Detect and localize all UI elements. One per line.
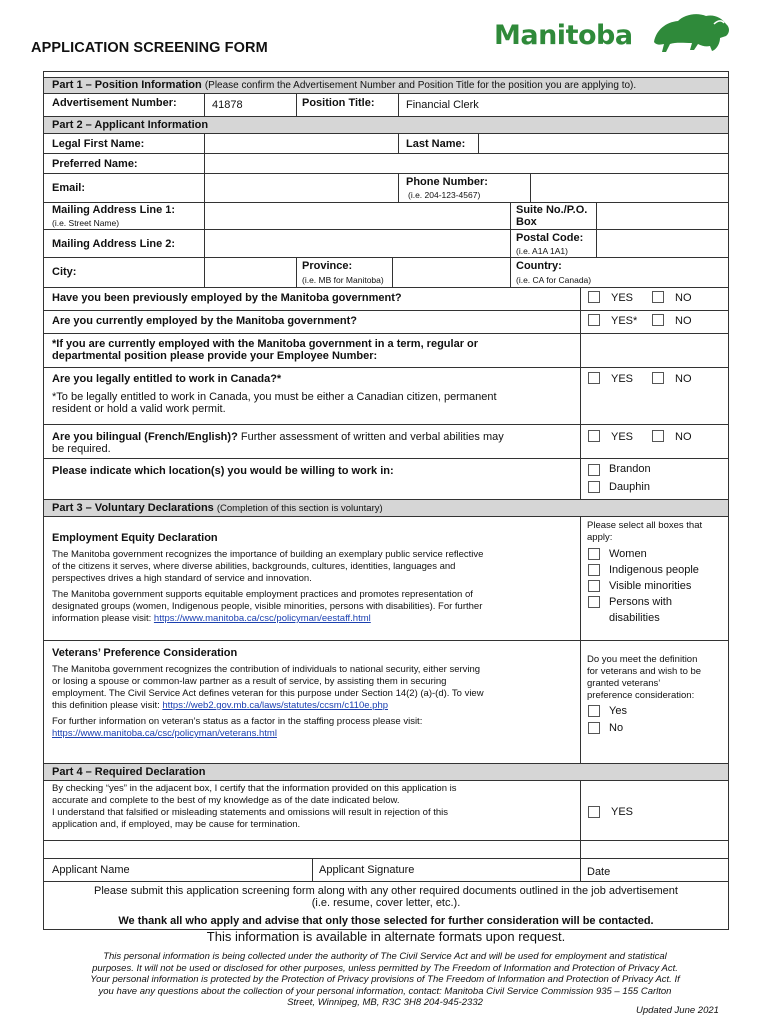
mailing-address-2-label: Mailing Address Line 2: bbox=[52, 238, 176, 250]
prev-employed-no-label: NO bbox=[675, 292, 692, 304]
phone-hint: (i.e. 204-123-4567) bbox=[408, 190, 481, 200]
declaration-yes-checkbox[interactable] bbox=[588, 806, 600, 818]
statute-link[interactable]: https://web2.gov.mb.ca/laws/statutes/ccsm/c110e.php bbox=[162, 700, 389, 711]
preferred-name-label: Preferred Name: bbox=[52, 158, 138, 170]
applicant-signature-label: Applicant Signature bbox=[319, 864, 415, 876]
part2-heading: Part 2 – Applicant Information bbox=[52, 119, 209, 131]
legal-first-name-label: Legal First Name: bbox=[52, 138, 145, 150]
veteran-yes-label: Yes bbox=[609, 705, 627, 717]
veteran-no-label: No bbox=[609, 722, 624, 734]
phone-number-field[interactable] bbox=[531, 174, 727, 201]
entitled-no-label: NO bbox=[675, 373, 692, 385]
prev-employed-yes-label: YES bbox=[611, 292, 634, 304]
employment-equity-paragraph-1: The Manitoba government recognizes the importance of building an exemplary public service reflective of the citizens it serves, where diverse abilities, backgrounds, cultures, identities, languages and perspectives drives a high standard of service and innovation. bbox=[52, 549, 484, 584]
disabilities-label: Persons with bbox=[609, 596, 672, 608]
entitled-yes-label: YES bbox=[611, 373, 634, 385]
curr-employed-yes-checkbox[interactable] bbox=[588, 314, 600, 326]
prev-employed-yes-checkbox[interactable] bbox=[588, 291, 600, 303]
submit-instructions: Please submit this application screening form along with any other required documents outlined in the job advertisement bbox=[94, 885, 678, 897]
email-field[interactable] bbox=[205, 174, 397, 201]
veterans-link[interactable]: https://www.manitoba.ca/csc/policyman/veterans.html bbox=[52, 728, 277, 739]
veterans-paragraph-2: For further information on veteran’s status as a factor in the staffing process please visit: https://www.manitoba.ca/csc/policyman/veterans.html bbox=[52, 716, 423, 739]
declaration-yes-label: YES bbox=[611, 806, 634, 818]
postal-code-label: Postal Code: bbox=[516, 232, 584, 244]
ad-number-value[interactable]: 41878 bbox=[212, 99, 243, 111]
veteran-no-checkbox[interactable] bbox=[588, 722, 600, 734]
location-brandon-checkbox[interactable] bbox=[588, 464, 600, 476]
country-label: Country: bbox=[516, 260, 562, 272]
entitled-note-1: *To be legally entitled to work in Canada, you must be either a Canadian citizen, permanent bbox=[52, 391, 497, 403]
preferred-name-field[interactable] bbox=[205, 154, 727, 172]
indigenous-label: Indigenous people bbox=[609, 564, 699, 576]
q-bilingual: Are you bilingual (French/English)? Further assessment of written and verbal abilities may bbox=[52, 431, 504, 443]
q-currently-employed: Are you currently employed by the Manitoba government? bbox=[52, 315, 357, 327]
bilingual-yes-label: YES bbox=[611, 431, 634, 443]
manitoba-logo bbox=[494, 12, 734, 58]
date-field[interactable] bbox=[581, 841, 727, 857]
veterans-question: Do you meet the definition for veterans and wish to be granted veterans’ preference consideration: bbox=[587, 654, 702, 701]
employee-number-note-2: departmental position please provide your Employee Number: bbox=[52, 350, 378, 362]
entitled-no-checkbox[interactable] bbox=[652, 372, 664, 384]
women-checkbox[interactable] bbox=[588, 548, 600, 560]
last-name-label: Last Name: bbox=[406, 138, 466, 150]
veterans-title: Veterans’ Preference Consideration bbox=[52, 647, 238, 659]
visible-minorities-checkbox[interactable] bbox=[588, 580, 600, 592]
position-title-label: Position Title: bbox=[302, 97, 375, 109]
postal-code-hint: (i.e. A1A 1A1) bbox=[516, 246, 568, 256]
province-hint: (i.e. MB for Manitoba) bbox=[302, 275, 384, 285]
declaration-text: By checking “yes” in the adjacent box, I certify that the information provided on this application is accurate and complete to the best of my knowledge as of the date indicated below. I understand that falsified or misleading statements and omissions will result in rejection of this application and, if employed, may be cause for termination. bbox=[52, 783, 457, 830]
employment-equity-paragraph-2: The Manitoba government supports equitable employment practices and promotes representation of designated groups (women, Indigenous people, visible minorities, persons with disabilities). For further information please visit: https://www.manitoba.ca/csc/policyman/eestaff.html bbox=[52, 589, 483, 624]
eestaff-link[interactable]: https://www.manitoba.ca/csc/policyman/eestaff.html bbox=[153, 613, 371, 624]
mailing-address-1-field[interactable] bbox=[205, 203, 509, 228]
mailing-address-2-field[interactable] bbox=[205, 230, 509, 256]
bison-icon bbox=[650, 12, 732, 56]
veteran-yes-checkbox[interactable] bbox=[588, 705, 600, 717]
city-field[interactable] bbox=[205, 258, 295, 286]
ad-number-label: Advertisement Number: bbox=[52, 97, 177, 109]
province-field[interactable] bbox=[393, 258, 509, 286]
select-all-note: Please select all boxes that apply: bbox=[587, 520, 703, 543]
location-dauphin-label: Dauphin bbox=[609, 481, 650, 493]
suite-label-line2: Box bbox=[516, 216, 537, 228]
applicant-signature-field[interactable] bbox=[313, 841, 579, 857]
women-label: Women bbox=[609, 548, 647, 560]
disabilities-checkbox[interactable] bbox=[588, 596, 600, 608]
country-hint: (i.e. CA for Canada) bbox=[516, 275, 592, 285]
logo-wordmark: Manitoba bbox=[494, 20, 633, 51]
suite-label: Suite No./P.O. bbox=[516, 204, 588, 216]
email-label: Email: bbox=[52, 182, 86, 194]
submit-instructions-line2: (i.e. resume, cover letter, etc.). bbox=[311, 897, 461, 909]
q-legally-entitled: Are you legally entitled to work in Canada?* bbox=[52, 373, 282, 385]
visible-minorities-label: Visible minorities bbox=[609, 580, 692, 592]
q-previously-employed: Have you been previously employed by the Manitoba government? bbox=[52, 292, 402, 304]
disabilities-label-line2: disabilities bbox=[609, 612, 660, 624]
entitled-note-2: resident or hold a valid work permit. bbox=[52, 403, 226, 415]
bilingual-no-label: NO bbox=[675, 431, 692, 443]
part3-heading: Part 3 – Voluntary Declarations (Completion of this section is voluntary) bbox=[52, 502, 383, 514]
entitled-yes-checkbox[interactable] bbox=[588, 372, 600, 384]
legal-first-name-field[interactable] bbox=[205, 134, 397, 152]
q-bilingual-line2: be required. bbox=[52, 443, 111, 455]
updated-date: Updated June 2021 bbox=[636, 1005, 719, 1016]
indigenous-checkbox[interactable] bbox=[588, 564, 600, 576]
phone-number-label: Phone Number: bbox=[406, 176, 488, 188]
province-label: Province: bbox=[302, 260, 353, 272]
last-name-field[interactable] bbox=[479, 134, 727, 152]
q-locations: Please indicate which location(s) you would be willing to work in: bbox=[52, 465, 394, 477]
part1-heading: Part 1 – Position Information (Please confirm the Advertisement Number and Position Title for the position you are applying to). bbox=[52, 79, 637, 91]
employee-number-field[interactable] bbox=[581, 334, 727, 366]
part4-heading: Part 4 – Required Declaration bbox=[52, 766, 206, 778]
employment-equity-title: Employment Equity Declaration bbox=[52, 532, 218, 544]
curr-employed-yes-label: YES* bbox=[611, 315, 638, 327]
location-dauphin-checkbox[interactable] bbox=[588, 481, 600, 493]
position-title-value[interactable]: Financial Clerk bbox=[406, 99, 479, 111]
bilingual-no-checkbox[interactable] bbox=[652, 430, 664, 442]
bilingual-yes-checkbox[interactable] bbox=[588, 430, 600, 442]
applicant-name-label: Applicant Name bbox=[52, 864, 130, 876]
mailing-address-1-label: Mailing Address Line 1: bbox=[52, 204, 176, 216]
curr-employed-no-checkbox[interactable] bbox=[652, 314, 664, 326]
mailing-address-1-hint: (i.e. Street Name) bbox=[52, 218, 120, 228]
applicant-name-field[interactable] bbox=[45, 841, 311, 857]
curr-employed-no-label: NO bbox=[675, 315, 692, 327]
city-label: City: bbox=[52, 266, 77, 278]
postal-code-field[interactable] bbox=[597, 230, 727, 256]
thank-you-note: We thank all who apply and advise that only those selected for further consideration will be contacted. bbox=[118, 915, 654, 927]
employee-number-note-1: *If you are currently employed with the Manitoba government in a term, regular or bbox=[52, 338, 479, 350]
privacy-notice: This personal information is being collected under the authority of The Civil Service Act and will be used for employment and statistical purposes. It will not be used or disclosed for other purposes, unless permitted by The Freedom of Information and Protection of Privacy Act. Your personal information is protected by the Protection of Privacy provisions of The Freedom of Information and Protection of Privacy Act. If you have any questions about the collection of your personal information, contact: Manitoba Civil Service Commission 935 – 155 Carlton Street, Winnipeg, MB, R3C 3H8 204-945-2332 bbox=[90, 951, 680, 1008]
date-label: Date bbox=[587, 866, 611, 878]
prev-employed-no-checkbox[interactable] bbox=[652, 291, 664, 303]
veterans-paragraph-1: The Manitoba government recognizes the contribution of individuals to national security, either serving or losing a spouse or common-law partner as a result of service, by assisting them in securing employment. The Civil Service Act defines veteran for this purpose under Section 14(2) (a)-(d). To view this definition please visit: https://web2.gov.mb.ca/laws/statutes/ccsm/c110e.php bbox=[52, 664, 484, 711]
location-brandon-label: Brandon bbox=[609, 463, 651, 475]
suite-field[interactable] bbox=[597, 203, 727, 228]
form-title: APPLICATION SCREENING FORM bbox=[31, 40, 268, 56]
alternate-formats-note: This information is available in alternate formats upon request. bbox=[206, 929, 566, 944]
